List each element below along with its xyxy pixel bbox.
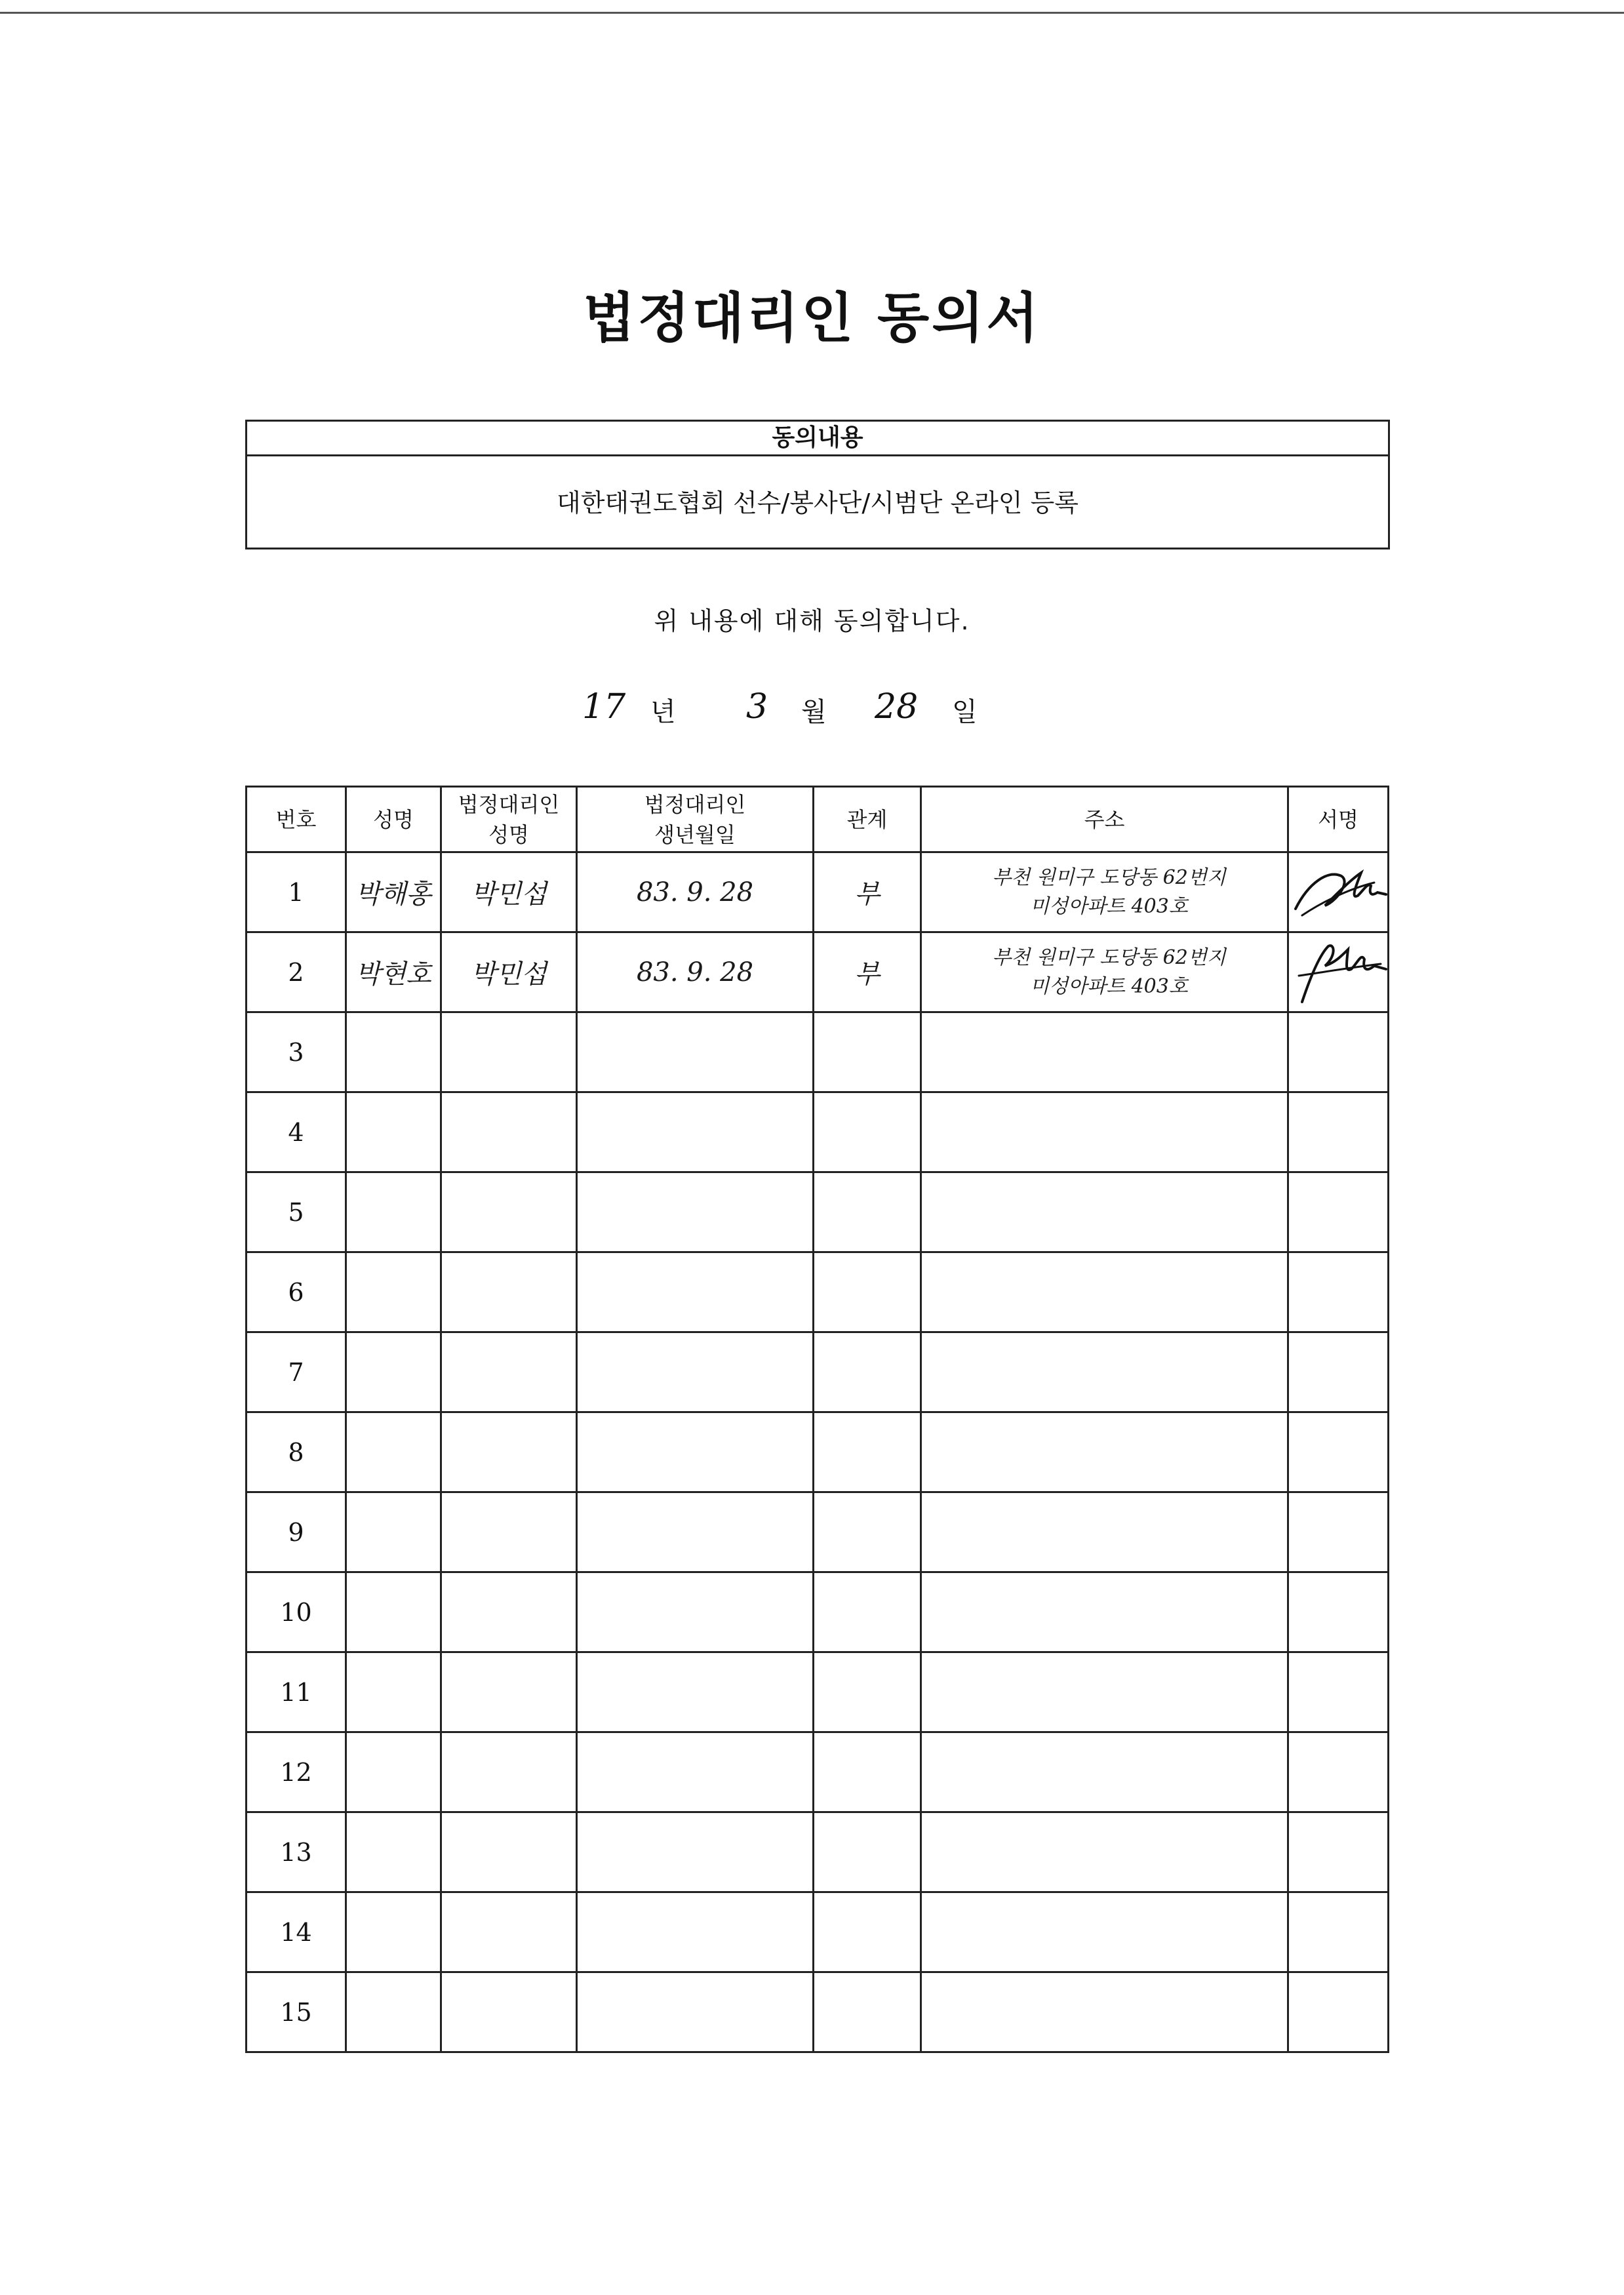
row-name xyxy=(346,1572,441,1652)
row-guardian-birth xyxy=(577,1492,814,1572)
row-relation xyxy=(814,1572,921,1652)
row-address xyxy=(921,1092,1288,1172)
row-guardian-name xyxy=(441,1172,577,1252)
row-guardian-birth xyxy=(577,1252,814,1332)
row-number: 14 xyxy=(247,1892,346,1972)
row-guardian-birth: 83. 9. 28 xyxy=(577,932,814,1012)
row-address xyxy=(921,1812,1288,1892)
date-day-label: 일 xyxy=(952,697,978,727)
row-relation xyxy=(814,1012,921,1092)
row-guardian-name: 박민섭 xyxy=(441,932,577,1012)
row-guardian-name xyxy=(441,1652,577,1732)
row-address xyxy=(921,1492,1288,1572)
row-name: 박현호 xyxy=(346,932,441,1012)
table-row xyxy=(247,1652,1389,1732)
table-row xyxy=(247,1412,1389,1492)
table-row xyxy=(247,1492,1389,1572)
row-guardian-birth xyxy=(577,1412,814,1492)
row-name xyxy=(346,1172,441,1252)
row-address-line1: 부천 원미구 도당동 62번지 xyxy=(992,866,1226,889)
row-signature xyxy=(1288,1572,1389,1652)
row-relation xyxy=(814,1652,921,1732)
header-guardian-birth-line2: 생년월일 xyxy=(654,822,736,847)
row-guardian-birth xyxy=(577,1332,814,1412)
header-guardian-name-line1: 법정대리인 xyxy=(458,791,560,817)
row-relation xyxy=(814,1252,921,1332)
table-row xyxy=(247,1732,1389,1812)
row-address-line2: 미성아파트 403호 xyxy=(1030,894,1188,918)
row-signature xyxy=(1288,932,1389,1012)
row-number: 11 xyxy=(247,1652,346,1732)
row-relation xyxy=(814,1172,921,1252)
row-signature xyxy=(1288,1412,1389,1492)
header-guardian-name xyxy=(441,787,577,852)
row-guardian-birth xyxy=(577,1732,814,1812)
row-guardian-name xyxy=(441,1492,577,1572)
table-row xyxy=(247,1092,1389,1172)
row-address xyxy=(921,1332,1288,1412)
agreement-statement: 위 내용에 대해 동의합니다. xyxy=(654,607,970,635)
row-signature xyxy=(1288,1892,1389,1972)
handwritten-signature-2 xyxy=(1289,936,1387,1008)
row-number: 10 xyxy=(247,1572,346,1652)
table-row xyxy=(247,1012,1389,1092)
date-month-label: 월 xyxy=(801,697,827,727)
row-address xyxy=(921,852,1288,932)
row-address xyxy=(921,932,1288,1012)
row-name xyxy=(346,1332,441,1412)
row-relation xyxy=(814,1892,921,1972)
row-name xyxy=(346,1732,441,1812)
row-signature xyxy=(1288,1332,1389,1412)
row-address xyxy=(921,1652,1288,1732)
table-row xyxy=(247,1332,1389,1412)
row-relation xyxy=(814,1092,921,1172)
consent-content-body: 대한태권도협회 선수/봉사단/시범단 온라인 등록 xyxy=(556,489,1079,517)
row-name xyxy=(346,1012,441,1092)
row-address xyxy=(921,1972,1288,2052)
row-guardian-birth: 83. 9. 28 xyxy=(577,852,814,932)
table-header-row xyxy=(247,787,1389,852)
row-guardian-name xyxy=(441,1732,577,1812)
row-guardian-birth xyxy=(577,1892,814,1972)
row-relation xyxy=(814,1972,921,2052)
header-relation: 관계 xyxy=(814,787,921,852)
table-row xyxy=(247,1892,1389,1972)
row-guardian-birth xyxy=(577,1572,814,1652)
row-name: 박해홍 xyxy=(346,852,441,932)
row-signature xyxy=(1288,1732,1389,1812)
consent-content-header: 동의내용 xyxy=(247,422,1388,456)
row-guardian-birth xyxy=(577,1172,814,1252)
row-name xyxy=(346,1252,441,1332)
table-row xyxy=(247,1972,1389,2052)
table-row xyxy=(247,1252,1389,1332)
document-title: 법정대리인 동의서 xyxy=(583,287,1041,349)
consent-content-box xyxy=(245,420,1390,549)
header-guardian-birth-line1: 법정대리인 xyxy=(644,791,746,817)
table-row xyxy=(247,932,1389,1012)
row-guardian-name xyxy=(441,1412,577,1492)
table-row xyxy=(247,1812,1389,1892)
date-day-handwritten: 28 xyxy=(875,687,919,727)
row-address-line1: 부천 원미구 도당동 62번지 xyxy=(992,946,1226,969)
row-guardian-name: 박민섭 xyxy=(441,852,577,932)
date-year-handwritten: 17 xyxy=(582,687,626,727)
date-year-label: 년 xyxy=(650,697,676,727)
row-name xyxy=(346,1092,441,1172)
row-number: 6 xyxy=(247,1252,346,1332)
row-signature xyxy=(1288,1252,1389,1332)
header-number: 번호 xyxy=(247,787,346,852)
handwritten-signature-1 xyxy=(1289,856,1387,928)
row-address xyxy=(921,1012,1288,1092)
row-guardian-birth xyxy=(577,1812,814,1892)
row-address xyxy=(921,1252,1288,1332)
row-number: 5 xyxy=(247,1172,346,1252)
row-guardian-name xyxy=(441,1812,577,1892)
table-row xyxy=(247,1172,1389,1252)
row-name xyxy=(346,1412,441,1492)
row-guardian-name xyxy=(441,1332,577,1412)
row-name xyxy=(346,1492,441,1572)
row-number: 3 xyxy=(247,1012,346,1092)
row-guardian-birth xyxy=(577,1012,814,1092)
row-relation xyxy=(814,1332,921,1412)
signing-date xyxy=(0,682,1624,734)
row-guardian-birth xyxy=(577,1092,814,1172)
row-guardian-name xyxy=(441,1972,577,2052)
row-number: 9 xyxy=(247,1492,346,1572)
header-guardian-name-line2: 성명 xyxy=(488,822,529,847)
row-number: 13 xyxy=(247,1812,346,1892)
header-guardian-birth xyxy=(577,787,814,852)
row-number: 1 xyxy=(247,852,346,932)
row-guardian-name xyxy=(441,1572,577,1652)
header-name: 성명 xyxy=(346,787,441,852)
row-name xyxy=(346,1652,441,1732)
row-number: 15 xyxy=(247,1972,346,2052)
date-month-handwritten: 3 xyxy=(746,687,768,727)
row-signature xyxy=(1288,1012,1389,1092)
row-relation xyxy=(814,1492,921,1572)
table-row xyxy=(247,1572,1389,1652)
row-number: 2 xyxy=(247,932,346,1012)
row-number: 7 xyxy=(247,1332,346,1412)
row-relation xyxy=(814,1812,921,1892)
row-signature xyxy=(1288,1172,1389,1252)
guardian-roster-table xyxy=(245,786,1389,2053)
row-number: 4 xyxy=(247,1092,346,1172)
row-address-line2: 미성아파트 403호 xyxy=(1030,974,1188,998)
row-name xyxy=(346,1972,441,2052)
row-address xyxy=(921,1892,1288,1972)
row-guardian-birth xyxy=(577,1652,814,1732)
row-number: 12 xyxy=(247,1732,346,1812)
row-name xyxy=(346,1892,441,1972)
row-signature xyxy=(1288,1652,1389,1732)
row-signature xyxy=(1288,852,1389,932)
table-row xyxy=(247,852,1389,932)
row-relation xyxy=(814,1412,921,1492)
row-guardian-name xyxy=(441,1012,577,1092)
row-address xyxy=(921,1732,1288,1812)
header-signature: 서명 xyxy=(1288,787,1389,852)
row-guardian-name xyxy=(441,1092,577,1172)
row-signature xyxy=(1288,1972,1389,2052)
row-guardian-name xyxy=(441,1252,577,1332)
row-name xyxy=(346,1812,441,1892)
row-signature xyxy=(1288,1092,1389,1172)
row-relation: 부 xyxy=(814,852,921,932)
row-signature xyxy=(1288,1812,1389,1892)
row-signature xyxy=(1288,1492,1389,1572)
top-scan-edge xyxy=(0,12,1624,14)
row-number: 8 xyxy=(247,1412,346,1492)
row-address xyxy=(921,1412,1288,1492)
row-relation: 부 xyxy=(814,932,921,1012)
row-address xyxy=(921,1172,1288,1252)
row-guardian-birth xyxy=(577,1972,814,2052)
row-address xyxy=(921,1572,1288,1652)
header-address: 주소 xyxy=(921,787,1288,852)
row-guardian-name xyxy=(441,1892,577,1972)
row-relation xyxy=(814,1732,921,1812)
